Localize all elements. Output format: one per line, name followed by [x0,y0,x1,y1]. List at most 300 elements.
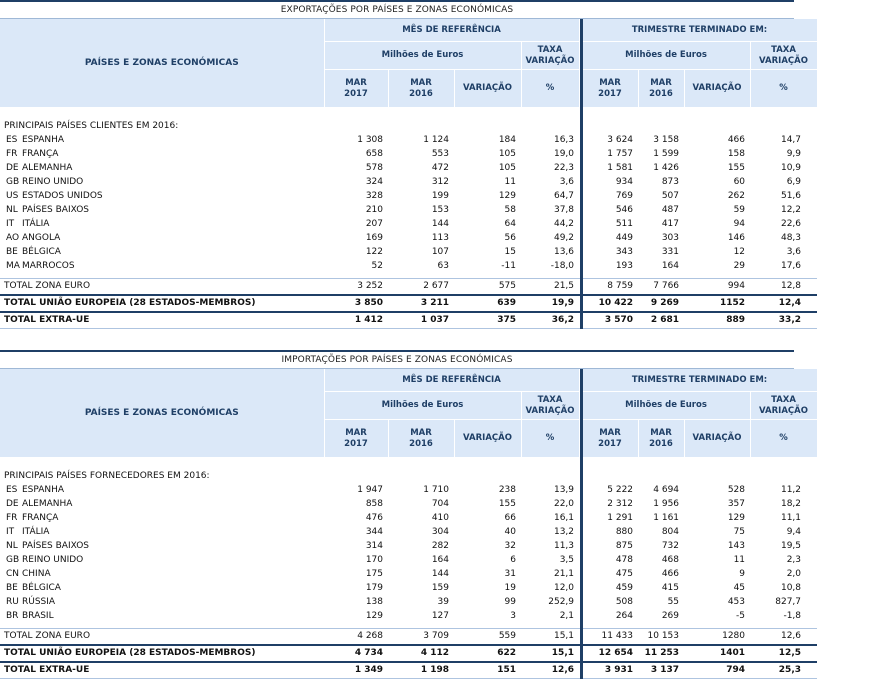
value-q-2017: 449 [615,233,634,243]
value-variation: 58 [504,205,516,215]
value-q-2016: 468 [661,555,680,565]
total-q-percent: 12,5 [750,645,817,662]
exports-col-q-variation: VARIAÇÃO [684,70,750,108]
total-q-2017: 8 759 [581,279,638,296]
table-row [0,245,894,259]
country-cell [0,609,324,623]
value-q-2017: 934 [615,177,634,187]
exports-section-label: PRINCIPAIS PAÍSES CLIENTES EM 2016: [4,121,179,131]
total-mar-2017: 1 412 [324,312,388,329]
total-row [0,662,894,679]
total-variation: 622 [454,645,521,662]
total-variation: 575 [454,279,521,296]
value-q-percent: 51,6 [780,191,802,201]
total-q-percent: 12,4 [750,295,817,312]
imports-col-q-2017: MAR 2017 [581,420,638,458]
value-q-variation: 262 [727,191,746,201]
country-name: PAÍSES BAIXOS [22,205,90,215]
table-row [0,539,894,553]
value-q-variation: 146 [727,233,746,243]
value-mar-2017: 52 [371,261,383,271]
value-variation: 105 [498,163,516,173]
total-mar-2017: 1 349 [324,662,388,679]
value-percent: 64,7 [553,191,575,201]
value-percent: 49,2 [553,233,575,243]
country-cell [0,595,324,609]
value-mar-2016: 312 [431,177,449,187]
value-q-2017: 546 [615,205,634,215]
value-q-2016: 3 158 [653,135,680,145]
value-mar-2016: 113 [431,233,449,243]
value-mar-2016: 472 [431,163,449,173]
total-label: TOTAL UNIÃO EUROPEIA (28 ESTADOS-MEMBROS) [0,645,324,662]
total-q-2017: 12 654 [581,645,638,662]
country-code: GB [6,177,20,187]
country-cell [0,553,324,567]
value-q-percent: 48,3 [780,233,802,243]
exports-col-2017: MAR 2017 [324,70,388,108]
value-percent: 37,8 [553,205,575,215]
country-name: ALEMANHA [22,163,73,173]
value-q-2016: 417 [661,219,680,229]
exports-col-rate: TAXA VARIAÇÃO [521,42,579,70]
table-row [0,567,894,581]
value-q-variation: 528 [727,485,746,495]
imports-col-q-percent: % [750,420,817,458]
country-code: MA [6,261,20,271]
country-cell [0,539,324,553]
value-mar-2016: 1 124 [423,135,449,145]
value-variation: 3 [510,611,516,621]
value-mar-2016: 39 [437,597,449,607]
total-q-2016: 11 253 [638,645,684,662]
country-cell [0,161,324,175]
value-percent: -18,0 [550,261,575,271]
imports-col-percent: % [521,420,579,458]
imports-col-q-millions: Milhões de Euros [581,392,750,420]
value-mar-2017: 658 [365,149,383,159]
value-q-2017: 508 [615,597,634,607]
imports-col-q-2016: MAR 2016 [638,420,684,458]
value-q-2017: 880 [615,527,634,537]
country-name: ANGOLA [22,233,61,243]
value-variation: 31 [504,569,516,579]
value-mar-2016: 282 [431,541,449,551]
total-mar-2017: 4 734 [324,645,388,662]
country-code: BR [6,611,19,621]
value-q-variation: 29 [733,261,746,271]
country-cell [0,203,324,217]
country-cell [0,133,324,147]
value-q-2017: 475 [615,569,634,579]
total-q-percent: 25,3 [750,662,817,679]
value-mar-2017: 175 [365,569,383,579]
value-q-2017: 459 [615,583,634,593]
value-variation: 66 [504,513,516,523]
value-q-percent: 14,7 [780,135,802,145]
country-cell [0,147,324,161]
value-mar-2016: 410 [431,513,449,523]
table-row [0,259,894,273]
total-q-2017: 3 570 [581,312,638,329]
value-mar-2017: 169 [365,233,383,243]
total-variation: 639 [454,295,521,312]
value-q-percent: 9,9 [786,149,802,159]
table-row [0,483,894,497]
table-row [0,203,894,217]
total-q-variation: 794 [684,662,750,679]
value-mar-2016: 107 [431,247,449,257]
value-q-2017: 3 624 [607,135,634,145]
total-q-percent: 12,8 [750,279,817,296]
value-percent: 21,1 [553,569,575,579]
value-mar-2017: 122 [365,247,383,257]
value-q-percent: 18,2 [780,499,802,509]
value-q-2017: 875 [615,541,634,551]
value-variation: 64 [504,219,516,229]
imports-col-month-ref: MÊS DE REFERÊNCIA [324,369,579,392]
value-variation: 15 [504,247,516,257]
value-q-2016: 1 161 [653,513,680,523]
total-label: TOTAL EXTRA-UE [0,312,324,329]
country-name: FRANÇA [22,149,59,159]
value-q-2016: 507 [661,191,680,201]
value-q-2017: 511 [615,219,634,229]
value-q-2017: 343 [615,247,634,257]
value-q-percent: 12,2 [780,205,802,215]
value-percent: 3,6 [559,177,575,187]
value-q-2016: 164 [661,261,680,271]
value-q-variation: 12 [733,247,746,257]
value-q-variation: 453 [727,597,746,607]
total-row [0,629,894,646]
imports-col-variation: VARIAÇÃO [454,420,521,458]
country-code: IT [6,219,15,229]
table-row [0,525,894,539]
value-variation: 155 [498,499,516,509]
value-mar-2017: 328 [365,191,383,201]
country-name: ITÁLIA [22,527,50,537]
country-cell [0,497,324,511]
value-variation: 238 [498,485,516,495]
value-q-percent: 22,6 [780,219,802,229]
total-q-variation: 994 [684,279,750,296]
country-cell [0,525,324,539]
table-row [0,161,894,175]
total-q-2017: 10 422 [581,295,638,312]
total-mar-2017: 3 850 [324,295,388,312]
value-mar-2017: 210 [365,205,383,215]
exports-col-millions: Milhões de Euros [324,42,521,70]
value-mar-2016: 1 710 [423,485,449,495]
country-name: ESTADOS UNIDOS [22,191,103,201]
country-name: FRANÇA [22,513,59,523]
exports-title: EXPORTAÇÕES POR PAÍSES E ZONAS ECONÓMICAS [0,0,794,19]
value-mar-2016: 704 [431,499,449,509]
value-mar-2016: 153 [431,205,449,215]
total-mar-2017: 3 252 [324,279,388,296]
value-percent: 252,9 [548,597,575,607]
exports-panel [0,0,808,329]
country-code: DE [6,499,19,509]
total-percent: 15,1 [521,645,579,662]
total-q-percent: 12,6 [750,629,817,646]
value-q-variation: -5 [736,611,746,621]
country-name: ALEMANHA [22,499,73,509]
total-q-2017: 3 931 [581,662,638,679]
value-q-2016: 303 [661,233,680,243]
country-name: BRASIL [22,611,54,621]
country-name: ESPANHA [22,135,65,145]
value-percent: 12,0 [553,583,575,593]
total-percent: 36,2 [521,312,579,329]
value-q-2016: 4 694 [653,485,680,495]
value-q-percent: 11,2 [780,485,802,495]
country-name: BÉLGICA [22,583,61,593]
country-name: ESPANHA [22,485,65,495]
value-percent: 2,1 [559,611,575,621]
value-q-2016: 1 426 [653,163,680,173]
total-q-variation: 1401 [684,645,750,662]
country-code: IT [6,527,15,537]
imports-table [0,369,894,679]
total-mar-2016: 1 037 [388,312,454,329]
value-q-2016: 269 [661,611,680,621]
value-q-2017: 5 222 [607,485,634,495]
value-q-percent: 10,8 [780,583,802,593]
total-row [0,279,894,296]
total-q-2016: 10 153 [638,629,684,646]
value-variation: -11 [501,261,516,271]
country-code: BE [6,247,18,257]
value-percent: 19,0 [553,149,575,159]
value-q-percent: 11,1 [780,513,802,523]
imports-col-2017: MAR 2017 [324,420,388,458]
country-cell [0,511,324,525]
value-variation: 56 [504,233,516,243]
value-mar-2017: 1 947 [357,485,383,495]
value-q-2016: 487 [661,205,680,215]
value-mar-2016: 304 [431,527,449,537]
value-percent: 11,3 [553,541,575,551]
value-q-percent: 2,0 [786,569,802,579]
exports-table [0,19,894,329]
total-variation: 375 [454,312,521,329]
value-variation: 129 [498,191,516,201]
table-row [0,189,894,203]
value-percent: 44,2 [553,219,575,229]
value-mar-2016: 127 [431,611,449,621]
value-mar-2017: 344 [365,527,383,537]
total-label: TOTAL EXTRA-UE [0,662,324,679]
total-row [0,295,894,312]
value-q-2016: 415 [661,583,680,593]
value-percent: 16,3 [553,135,575,145]
value-mar-2017: 578 [365,163,383,173]
value-mar-2017: 476 [365,513,383,523]
country-code: BE [6,583,18,593]
value-mar-2016: 553 [431,149,449,159]
total-percent: 12,6 [521,662,579,679]
value-q-percent: 3,6 [786,247,802,257]
value-mar-2016: 159 [431,583,449,593]
value-mar-2016: 144 [431,569,449,579]
value-q-variation: 129 [727,513,746,523]
country-cell [0,581,324,595]
total-percent: 21,5 [521,279,579,296]
total-q-variation: 1280 [684,629,750,646]
total-label: TOTAL ZONA EURO [0,629,324,646]
value-q-2017: 478 [615,555,634,565]
total-mar-2016: 3 709 [388,629,454,646]
value-q-percent: 827,7 [775,597,802,607]
value-percent: 13,2 [553,527,575,537]
value-q-2017: 264 [615,611,634,621]
country-name: CHINA [22,569,51,579]
value-variation: 11 [504,177,516,187]
country-name: REINO UNIDO [22,555,84,565]
value-mar-2017: 129 [365,611,383,621]
value-q-2017: 2 312 [607,499,634,509]
total-label: TOTAL UNIÃO EUROPEIA (28 ESTADOS-MEMBROS) [0,295,324,312]
imports-panel [0,350,808,679]
country-code: US [6,191,19,201]
value-percent: 3,5 [559,555,575,565]
country-code: FR [6,513,18,523]
value-percent: 13,6 [553,247,575,257]
value-q-percent: 9,4 [786,527,802,537]
table-row [0,609,894,623]
imports-col-rate: TAXA VARIAÇÃO [521,392,579,420]
country-code: RU [6,597,19,607]
value-q-variation: 9 [739,569,746,579]
total-q-percent: 33,2 [750,312,817,329]
total-q-variation: 889 [684,312,750,329]
country-cell [0,567,324,581]
country-code: AO [6,233,20,243]
total-mar-2016: 3 211 [388,295,454,312]
country-code: ES [6,485,18,495]
value-variation: 40 [504,527,516,537]
value-q-2017: 1 291 [607,513,634,523]
country-name: BÉLGICA [22,247,61,257]
table-row [0,497,894,511]
country-code: GB [6,555,20,565]
country-cell [0,259,324,273]
value-mar-2017: 179 [365,583,383,593]
value-q-percent: 10,9 [780,163,802,173]
total-q-2016: 7 766 [638,279,684,296]
country-code: CN [6,569,20,579]
value-variation: 99 [504,597,516,607]
value-q-2016: 732 [661,541,680,551]
imports-section-label: PRINCIPAIS PAÍSES FORNECEDORES EM 2016: [4,471,210,481]
exports-col-q-millions: Milhões de Euros [581,42,750,70]
value-q-percent: 19,5 [780,541,802,551]
value-mar-2017: 170 [365,555,383,565]
total-mar-2016: 2 677 [388,279,454,296]
value-variation: 32 [504,541,516,551]
exports-col-q-2017: MAR 2017 [581,70,638,108]
value-q-variation: 143 [727,541,746,551]
value-q-variation: 357 [727,499,746,509]
value-q-2016: 1 956 [653,499,680,509]
total-percent: 15,1 [521,629,579,646]
table-row [0,595,894,609]
value-percent: 22,0 [553,499,575,509]
value-q-2017: 193 [615,261,634,271]
value-mar-2016: 164 [431,555,449,565]
total-variation: 151 [454,662,521,679]
total-q-2017: 11 433 [581,629,638,646]
country-cell [0,245,324,259]
value-q-variation: 11 [733,555,746,565]
exports-col-q-percent: % [750,70,817,108]
total-row [0,312,894,329]
exports-col-countries: PAÍSES E ZONAS ECONÓMICAS [0,19,324,108]
value-q-2016: 873 [661,177,680,187]
imports-col-q-rate: TAXA VARIAÇÃO [750,392,817,420]
table-row [0,511,894,525]
value-percent: 13,9 [553,485,575,495]
value-percent: 22,3 [553,163,575,173]
value-q-2016: 1 599 [653,149,680,159]
exports-col-2016: MAR 2016 [388,70,454,108]
value-variation: 19 [504,583,516,593]
value-q-variation: 60 [733,177,746,187]
country-name: REINO UNIDO [22,177,84,187]
exports-col-percent: % [521,70,579,108]
table-row [0,147,894,161]
value-q-percent: 6,9 [786,177,802,187]
value-q-variation: 59 [733,205,746,215]
value-q-variation: 45 [733,583,746,593]
exports-col-variation: VARIAÇÃO [454,70,521,108]
value-q-variation: 94 [733,219,746,229]
country-cell [0,217,324,231]
value-variation: 105 [498,149,516,159]
country-cell [0,483,324,497]
exports-col-quarter: TRIMESTRE TERMINADO EM: [581,19,817,42]
total-q-2016: 3 137 [638,662,684,679]
value-q-variation: 75 [733,527,746,537]
value-q-2017: 769 [615,191,634,201]
country-name: RÚSSIA [22,597,56,607]
value-mar-2017: 324 [365,177,383,187]
value-mar-2016: 63 [437,261,449,271]
value-mar-2017: 1 308 [357,135,383,145]
imports-col-q-variation: VARIAÇÃO [684,420,750,458]
total-row [0,645,894,662]
value-q-2016: 55 [667,597,680,607]
table-row [0,581,894,595]
value-percent: 16,1 [553,513,575,523]
value-q-2017: 1 757 [607,149,634,159]
value-mar-2017: 138 [365,597,383,607]
value-q-2016: 804 [661,527,680,537]
total-variation: 559 [454,629,521,646]
value-q-2017: 1 581 [607,163,634,173]
imports-col-quarter: TRIMESTRE TERMINADO EM: [581,369,817,392]
country-name: MARROCOS [22,261,75,271]
country-code: FR [6,149,18,159]
total-q-2016: 9 269 [638,295,684,312]
table-row [0,553,894,567]
value-mar-2017: 207 [365,219,383,229]
country-name: PAÍSES BAIXOS [22,541,90,551]
value-q-variation: 155 [727,163,746,173]
imports-title: IMPORTAÇÕES POR PAÍSES E ZONAS ECONÓMICAS [0,350,794,369]
